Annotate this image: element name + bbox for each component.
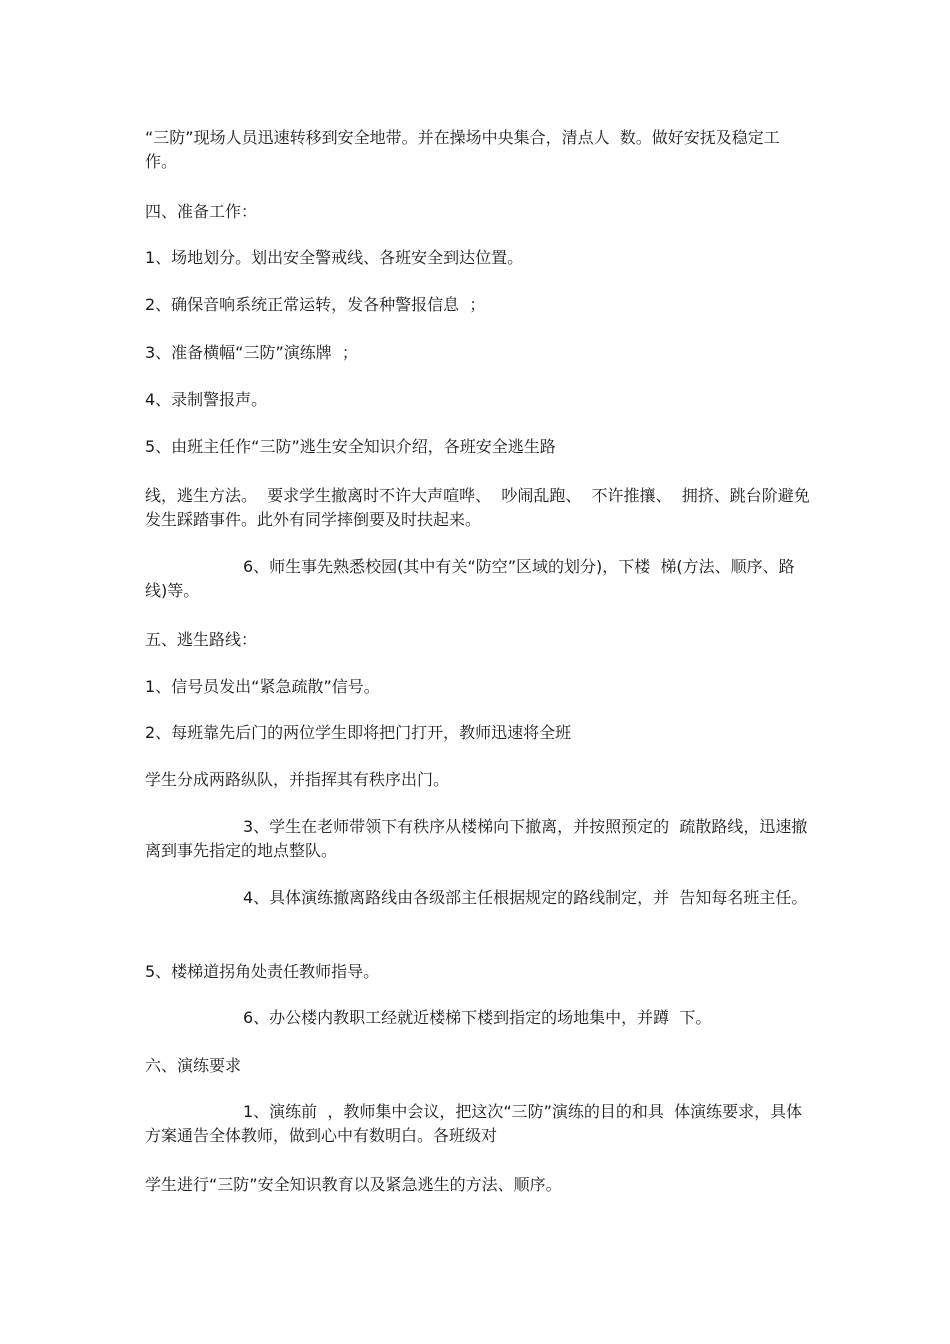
list-item-prep-2: 2、确保音响系统正常运转，发各种警报信息 ； — [145, 295, 486, 314]
list-item-route-6: 6、办公楼内教职工经就近楼梯下楼到指定的场地集中，并蹲 下。 — [243, 1008, 712, 1027]
paragraph-prep-5-continued: 线，逃生方法。 要求学生撤离时不许大声喧哗、 吵闹乱跑、 不许推攘、 拥挤、跳台阶避免发生踩踏事件。此外有同学摔倒要及时扶起来。 — [145, 486, 810, 529]
heading-preparation: 四、准备工作： — [145, 202, 258, 221]
list-item-prep-3: 3、准备横幅“三防”演练牌 ； — [145, 343, 358, 362]
list-item-requirement-1: 1、演练前 ，教师集中会议，把这次“三防”演练的目的和具 体演练要求，具体方案通告全体教师，做到心中有数明白。各班级对 — [145, 1102, 803, 1145]
list-item-prep-6: 6、师生事先熟悉校园(其中有关“防空”区域的划分)，下楼 梯(方法、顺序、路线)等。 — [145, 557, 795, 600]
list-item-route-1: 1、信号员发出“紧急疏散”信号。 — [145, 677, 380, 696]
list-item-route-4: 4、具体演练撤离路线由各级部主任根据规定的路线制定，并 告知每名班主任。 — [243, 888, 808, 907]
heading-drill-requirements: 六、演练要求 — [145, 1056, 242, 1075]
heading-escape-routes: 五、逃生路线： — [145, 630, 258, 649]
list-item-prep-4: 4、录制警报声。 — [145, 390, 268, 409]
list-item-prep-5: 5、由班主任作“三防”逃生安全知识介绍，各班安全逃生路 — [145, 437, 556, 456]
list-item-prep-1: 1、场地划分。划出安全警戒线、各班安全到达位置。 — [145, 248, 524, 267]
paragraph-requirement-1-continued: 学生进行“三防”安全知识教育以及紧急逃生的方法、顺序。 — [145, 1175, 562, 1194]
list-item-route-5: 5、楼梯道拐角处责任教师指导。 — [145, 962, 380, 981]
paragraph-evacuation-assembly: “三防”现场人员迅速转移到安全地带。并在操场中央集合，清点人 数。做好安抚及稳定工作。 — [145, 128, 780, 171]
paragraph-route-2-continued: 学生分成两路纵队，并指挥其有秩序出门。 — [145, 770, 450, 789]
list-item-route-2: 2、每班靠先后门的两位学生即将把门打开，教师迅速将全班 — [145, 723, 572, 742]
list-item-route-3: 3、学生在老师带领下有秩序从楼梯向下撤离，并按照预定的 疏散路线，迅速撤离到事先指定的地点整队。 — [145, 817, 808, 860]
